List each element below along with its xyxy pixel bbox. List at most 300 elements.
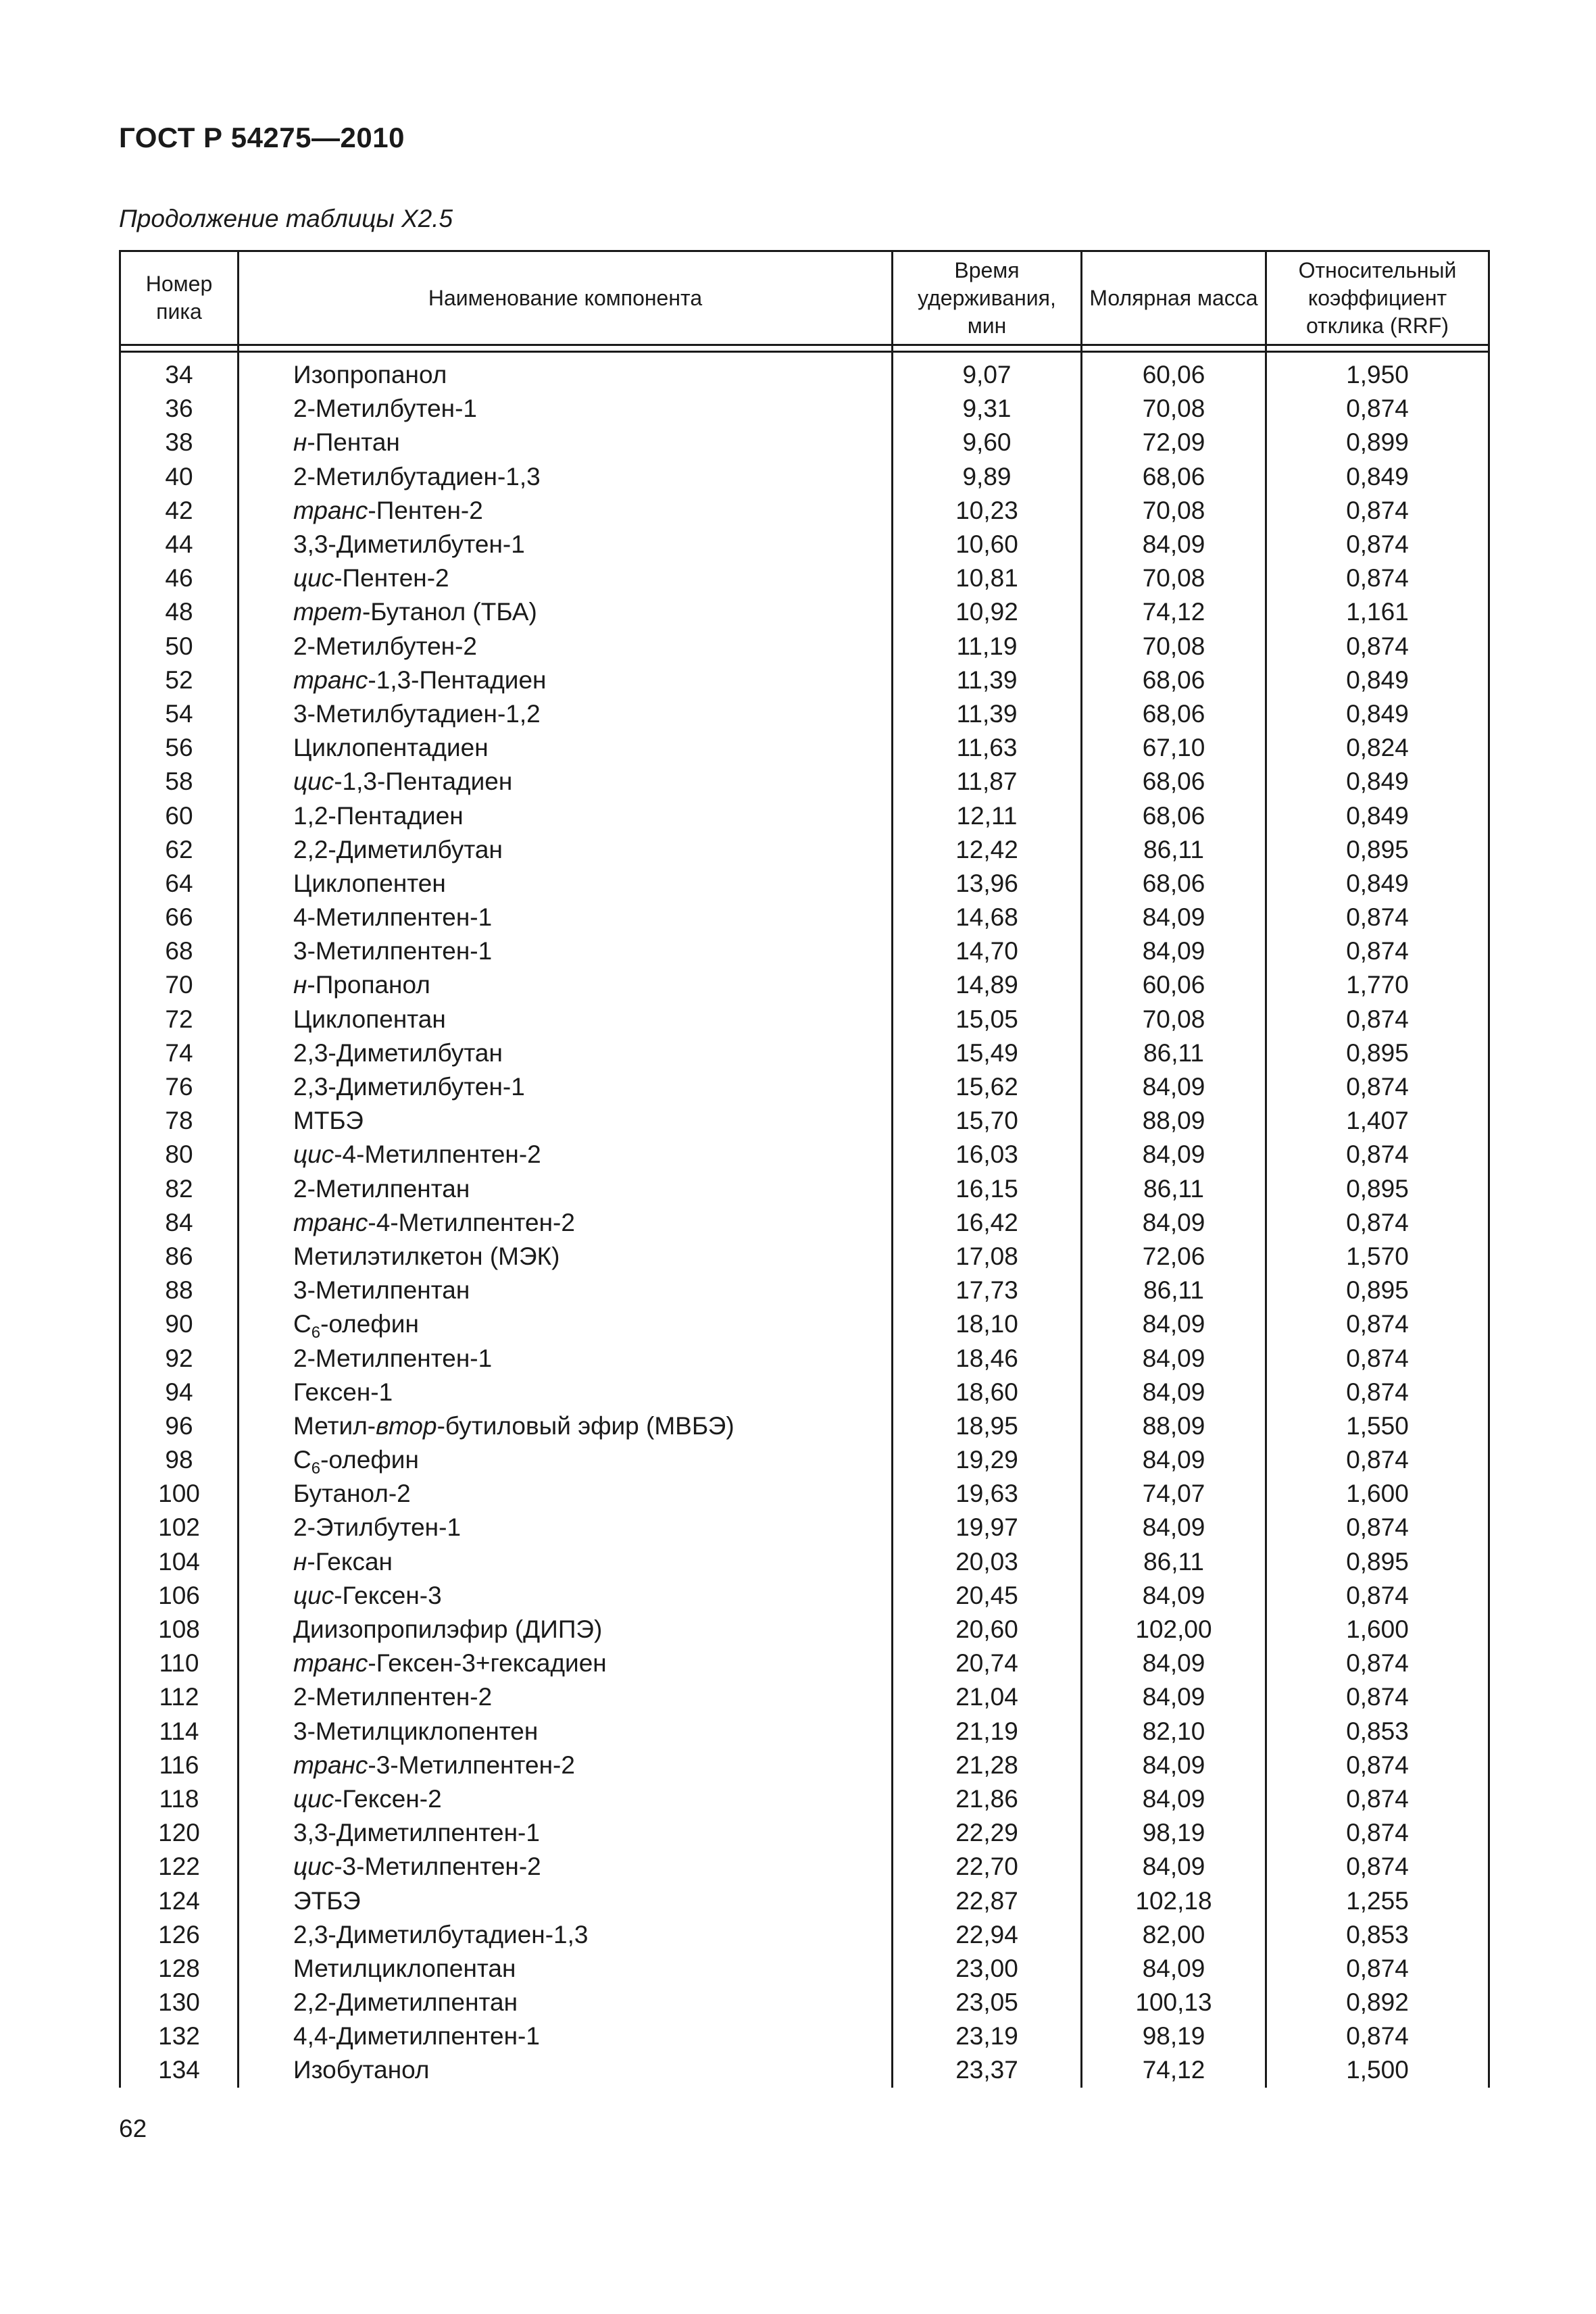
cell-retention-time: 13,96 [893,867,1082,901]
cell-rrf: 0,849 [1266,867,1489,901]
cell-rrf: 1,950 [1266,352,1489,393]
cell-rrf: 0,849 [1266,799,1489,832]
cell-rrf: 0,874 [1266,934,1489,968]
cell-retention-time: 14,70 [893,934,1082,968]
cell-retention-time: 18,46 [893,1341,1082,1375]
component-name-part: 2-Метилпентен-1 [293,1344,493,1372]
cell-retention-time: 22,94 [893,1918,1082,1952]
cell-component-name [239,494,893,528]
cell-peak-number: 34 [120,352,239,393]
cell-rrf: 1,407 [1266,1104,1489,1138]
component-name-part: втор [376,1411,437,1440]
cell-retention-time: 19,97 [893,1511,1082,1544]
table-row [120,1206,1489,1240]
cell-peak-number: 84 [120,1206,239,1240]
column-header-molar-mass: Молярная масса [1082,251,1266,345]
component-name-part: -Пентен-2 [368,496,483,524]
cell-rrf: 0,874 [1266,561,1489,595]
cell-molar-mass: 84,09 [1082,1376,1266,1409]
cell-rrf: 0,874 [1266,1680,1489,1714]
cell-component-name [239,1036,893,1070]
cell-rrf: 0,874 [1266,528,1489,561]
cell-component-name [239,1409,893,1443]
cell-retention-time: 21,86 [893,1782,1082,1816]
table-caption: Продолжение таблицы Х2.5 [119,205,453,232]
component-name-part: -олефин [320,1446,419,1474]
cell-peak-number: 64 [120,867,239,901]
cell-peak-number: 120 [120,1816,239,1850]
cell-component-name [239,1579,893,1613]
cell-rrf: 1,600 [1266,1613,1489,1646]
cell-peak-number: 70 [120,968,239,1002]
cell-rrf: 0,899 [1266,426,1489,459]
component-name-part: 3,3-Диметилпентен-1 [293,1819,540,1847]
cell-peak-number: 72 [120,1003,239,1036]
cell-molar-mass: 74,12 [1082,2053,1266,2087]
cell-component-name [239,1172,893,1206]
cell-retention-time: 19,29 [893,1443,1082,1477]
table-row [120,663,1489,697]
table-row [120,1511,1489,1544]
cell-rrf: 0,849 [1266,460,1489,494]
cell-molar-mass: 84,09 [1082,1511,1266,1544]
cell-molar-mass: 72,06 [1082,1240,1266,1274]
table-row [120,968,1489,1002]
table-row [120,2019,1489,2053]
cell-peak-number: 82 [120,1172,239,1206]
cell-molar-mass: 60,06 [1082,352,1266,393]
cell-retention-time: 21,28 [893,1749,1082,1782]
cell-peak-number: 76 [120,1070,239,1104]
cell-peak-number: 80 [120,1138,239,1172]
component-name-part: 6 [311,1459,321,1478]
cell-peak-number: 126 [120,1918,239,1952]
component-name-part: 3,3-Диметилбутен-1 [293,530,525,559]
cell-peak-number: 78 [120,1104,239,1138]
cell-peak-number: 88 [120,1274,239,1307]
cell-rrf: 1,550 [1266,1409,1489,1443]
component-name-part: цис [293,1581,334,1609]
cell-retention-time: 12,11 [893,799,1082,832]
cell-component-name [239,1511,893,1544]
cell-peak-number: 60 [120,799,239,832]
cell-peak-number: 38 [120,426,239,459]
cell-retention-time: 14,89 [893,968,1082,1002]
component-name-part: -Бутанол (ТБА) [361,598,537,626]
cell-rrf: 1,600 [1266,1477,1489,1511]
cell-rrf: 0,874 [1266,1952,1489,1986]
cell-retention-time: 11,39 [893,697,1082,731]
cell-molar-mass: 88,09 [1082,1104,1266,1138]
table-row [120,1138,1489,1172]
cell-peak-number: 94 [120,1376,239,1409]
table-row [120,1376,1489,1409]
cell-peak-number: 108 [120,1613,239,1646]
cell-retention-time: 17,73 [893,1274,1082,1307]
component-name-part: МТБЭ [293,1107,364,1135]
cell-molar-mass: 84,09 [1082,934,1266,968]
cell-molar-mass: 86,11 [1082,1172,1266,1206]
cell-component-name [239,1884,893,1917]
cell-molar-mass: 68,06 [1082,799,1266,832]
cell-component-name [239,1376,893,1409]
component-name-part: 1,2-Пентадиен [293,801,464,830]
cell-retention-time: 22,87 [893,1884,1082,1917]
cell-molar-mass: 84,09 [1082,1138,1266,1172]
cell-rrf: 0,895 [1266,1036,1489,1070]
cell-retention-time: 20,60 [893,1613,1082,1646]
cell-retention-time: 10,23 [893,494,1082,528]
table-row [120,1884,1489,1917]
cell-molar-mass: 68,06 [1082,697,1266,731]
table-row [120,561,1489,595]
cell-rrf: 0,874 [1266,1579,1489,1613]
component-name-part: 4,4-Диметилпентен-1 [293,2022,540,2051]
component-name-part: цис [293,1784,334,1813]
cell-molar-mass: 84,09 [1082,1680,1266,1714]
cell-retention-time: 10,92 [893,595,1082,629]
cell-component-name [239,1850,893,1884]
cell-peak-number: 112 [120,1680,239,1714]
component-name-part: 2-Метилпентан [293,1174,470,1203]
component-name-part: С [293,1446,311,1474]
component-name-part: -Гексен-3+гексадиен [368,1649,607,1678]
column-header-peak-number: Номер пика [120,251,239,345]
cell-rrf: 0,895 [1266,833,1489,867]
cell-component-name [239,1443,893,1477]
cell-retention-time: 23,05 [893,1986,1082,2019]
cell-molar-mass: 86,11 [1082,1036,1266,1070]
cell-peak-number: 106 [120,1579,239,1613]
cell-peak-number: 132 [120,2019,239,2053]
table-row [120,1307,1489,1341]
cell-retention-time: 11,39 [893,663,1082,697]
cell-peak-number: 110 [120,1646,239,1680]
cell-retention-time: 15,49 [893,1036,1082,1070]
component-name-part: -1,3-Пентадиен [334,768,513,796]
cell-rrf: 0,874 [1266,901,1489,934]
cell-peak-number: 62 [120,833,239,867]
table-row [120,1715,1489,1749]
cell-retention-time: 18,10 [893,1307,1082,1341]
cell-rrf: 0,874 [1266,1341,1489,1375]
cell-rrf: 0,849 [1266,765,1489,799]
cell-peak-number: 130 [120,1986,239,2019]
cell-rrf: 0,874 [1266,1749,1489,1782]
cell-retention-time: 9,89 [893,460,1082,494]
cell-molar-mass: 68,06 [1082,663,1266,697]
table-row [120,352,1489,393]
cell-component-name [239,1477,893,1511]
cell-peak-number: 54 [120,697,239,731]
cell-peak-number: 52 [120,663,239,697]
cell-retention-time: 16,03 [893,1138,1082,1172]
cell-rrf: 1,161 [1266,595,1489,629]
component-name-part: -4-Метилпентен-2 [368,1208,575,1236]
cell-molar-mass: 86,11 [1082,833,1266,867]
cell-rrf: 0,874 [1266,1816,1489,1850]
component-name-part: 2-Метилбутен-2 [293,632,478,660]
cell-peak-number: 116 [120,1749,239,1782]
cell-component-name [239,426,893,459]
component-name-part: 2,3-Диметилбутен-1 [293,1073,525,1101]
cell-component-name [239,561,893,595]
table-row [120,630,1489,663]
cell-molar-mass: 98,19 [1082,2019,1266,2053]
cell-molar-mass: 84,09 [1082,1749,1266,1782]
cell-retention-time: 15,70 [893,1104,1082,1138]
cell-peak-number: 48 [120,595,239,629]
table-row [120,765,1489,799]
cell-molar-mass: 72,09 [1082,426,1266,459]
cell-component-name [239,1918,893,1952]
component-name-part: цис [293,768,334,796]
page-number: 62 [119,2115,147,2142]
table-header [120,251,1489,345]
table-row [120,1749,1489,1782]
component-name-part: цис [293,1140,334,1169]
cell-molar-mass: 98,19 [1082,1816,1266,1850]
cell-retention-time: 21,19 [893,1715,1082,1749]
table-row [120,1341,1489,1375]
table-row [120,1986,1489,2019]
cell-retention-time: 10,81 [893,561,1082,595]
cell-molar-mass: 84,09 [1082,1070,1266,1104]
component-name-part: транс [293,496,368,524]
component-name-part: 6 [311,1324,321,1342]
cell-molar-mass: 68,06 [1082,867,1266,901]
table-row [120,1104,1489,1138]
component-name-part: Изопропанол [293,361,447,389]
cell-retention-time: 18,60 [893,1376,1082,1409]
component-name-part: трет [293,598,362,626]
table-row [120,833,1489,867]
cell-component-name [239,1613,893,1646]
cell-retention-time: 11,19 [893,630,1082,663]
cell-molar-mass: 102,00 [1082,1613,1266,1646]
cell-component-name [239,1274,893,1307]
component-name-part: Метил- [293,1411,376,1440]
cell-peak-number: 58 [120,765,239,799]
cell-retention-time: 9,31 [893,392,1082,426]
table-row [120,1646,1489,1680]
column-header-rrf: Относительный коэффициент отклика (RRF) [1266,251,1489,345]
cell-retention-time: 11,87 [893,765,1082,799]
cell-component-name [239,1646,893,1680]
data-table [119,250,1490,2088]
cell-molar-mass: 68,06 [1082,460,1266,494]
component-name-part: -Гексан [307,1547,393,1576]
cell-peak-number: 66 [120,901,239,934]
component-name-part: 2,3-Диметилбутан [293,1038,503,1067]
cell-rrf: 1,255 [1266,1884,1489,1917]
cell-rrf: 0,849 [1266,697,1489,731]
cell-peak-number: 96 [120,1409,239,1443]
cell-peak-number: 44 [120,528,239,561]
component-name-part: -Пентен-2 [334,564,449,593]
cell-component-name [239,1782,893,1816]
cell-component-name [239,2019,893,2053]
table-row [120,1952,1489,1986]
cell-retention-time: 17,08 [893,1240,1082,1274]
cell-retention-time: 20,03 [893,1545,1082,1579]
table-row [120,1816,1489,1850]
cell-retention-time: 22,70 [893,1850,1082,1884]
table-row [120,1918,1489,1952]
cell-rrf: 0,874 [1266,1646,1489,1680]
table-row [120,1613,1489,1646]
cell-component-name [239,1715,893,1749]
cell-peak-number: 104 [120,1545,239,1579]
component-name-part: 2-Метилбутадиен-1,3 [293,462,541,491]
table-row [120,1003,1489,1036]
cell-peak-number: 114 [120,1715,239,1749]
cell-retention-time: 20,74 [893,1646,1082,1680]
table-row [120,1443,1489,1477]
cell-rrf: 0,874 [1266,494,1489,528]
component-name-part: н [293,971,307,999]
cell-component-name [239,1206,893,1240]
cell-retention-time: 9,07 [893,352,1082,393]
cell-peak-number: 42 [120,494,239,528]
table-row [120,1545,1489,1579]
component-name-part: ЭТБЭ [293,1886,361,1915]
cell-component-name [239,799,893,832]
cell-rrf: 0,874 [1266,1850,1489,1884]
cell-retention-time: 9,60 [893,426,1082,459]
cell-rrf: 0,895 [1266,1274,1489,1307]
cell-peak-number: 118 [120,1782,239,1816]
table-row [120,934,1489,968]
cell-molar-mass: 84,09 [1082,1646,1266,1680]
component-name-part: Изобутанол [293,2056,430,2084]
cell-component-name [239,1816,893,1850]
component-name-part: 3-Метилпентен-1 [293,937,493,965]
component-name-part: -Пентан [307,428,400,457]
cell-peak-number: 36 [120,392,239,426]
cell-molar-mass: 88,09 [1082,1409,1266,1443]
table-row [120,494,1489,528]
cell-molar-mass: 70,08 [1082,494,1266,528]
component-name-part: 3-Метилциклопентен [293,1717,539,1745]
cell-component-name [239,630,893,663]
component-name-part: транс [293,1649,368,1678]
table-row [120,426,1489,459]
cell-retention-time: 15,62 [893,1070,1082,1104]
cell-molar-mass: 74,12 [1082,595,1266,629]
cell-component-name [239,833,893,867]
cell-rrf: 0,874 [1266,1070,1489,1104]
cell-retention-time: 16,15 [893,1172,1082,1206]
cell-retention-time: 12,42 [893,833,1082,867]
cell-peak-number: 100 [120,1477,239,1511]
cell-retention-time: 20,45 [893,1579,1082,1613]
table-row [120,1240,1489,1274]
table-row [120,1782,1489,1816]
cell-component-name [239,1240,893,1274]
cell-rrf: 0,874 [1266,392,1489,426]
cell-component-name [239,1952,893,1986]
cell-component-name [239,663,893,697]
cell-molar-mass: 84,09 [1082,901,1266,934]
cell-rrf: 0,895 [1266,1172,1489,1206]
cell-molar-mass: 86,11 [1082,1274,1266,1307]
component-name-part: транс [293,1751,368,1779]
component-name-part: Диизопропилэфир (ДИПЭ) [293,1615,603,1644]
component-name-part: 2,2-Диметилбутан [293,835,503,863]
component-name-part: Бутанол-2 [293,1480,411,1508]
cell-retention-time: 23,00 [893,1952,1082,1986]
component-name-part: -3-Метилпентен-2 [368,1751,575,1779]
cell-retention-time: 16,42 [893,1206,1082,1240]
cell-component-name [239,1680,893,1714]
cell-peak-number: 92 [120,1341,239,1375]
cell-molar-mass: 70,08 [1082,392,1266,426]
cell-peak-number: 74 [120,1036,239,1070]
cell-rrf: 0,874 [1266,630,1489,663]
table-row [120,2053,1489,2087]
cell-molar-mass: 67,10 [1082,731,1266,765]
component-name-part: н [293,428,307,457]
component-name-part: 3-Метилбутадиен-1,2 [293,699,541,728]
cell-component-name [239,1749,893,1782]
cell-molar-mass: 84,09 [1082,528,1266,561]
component-name-part: н [293,1547,307,1576]
cell-component-name [239,460,893,494]
table-row [120,731,1489,765]
cell-rrf: 0,874 [1266,1376,1489,1409]
table-row [120,1850,1489,1884]
cell-component-name [239,595,893,629]
cell-molar-mass: 70,08 [1082,630,1266,663]
table-container [119,250,1488,2088]
component-name-part: цис [293,564,334,593]
table-row [120,697,1489,731]
component-name-part: Гексен-1 [293,1378,393,1406]
cell-rrf: 0,874 [1266,1511,1489,1544]
cell-retention-time: 23,37 [893,2053,1082,2087]
cell-component-name [239,867,893,901]
cell-peak-number: 40 [120,460,239,494]
cell-rrf: 0,874 [1266,2019,1489,2053]
cell-molar-mass: 84,09 [1082,1443,1266,1477]
cell-molar-mass: 74,07 [1082,1477,1266,1511]
component-name-part: -Гексен-3 [334,1581,442,1609]
cell-retention-time: 22,29 [893,1816,1082,1850]
component-name-part: Циклопентан [293,1005,446,1033]
cell-molar-mass: 82,10 [1082,1715,1266,1749]
component-name-part: Метилэтилкетон (МЭК) [293,1242,560,1270]
cell-rrf: 0,874 [1266,1782,1489,1816]
cell-peak-number: 46 [120,561,239,595]
cell-component-name [239,1341,893,1375]
component-name-part: 2-Этилбутен-1 [293,1513,462,1542]
cell-peak-number: 128 [120,1952,239,1986]
component-name-part: 4-Метилпентен-1 [293,903,493,932]
cell-retention-time: 21,04 [893,1680,1082,1714]
component-name-part: 3-Метилпентан [293,1276,470,1305]
cell-molar-mass: 84,09 [1082,1341,1266,1375]
cell-peak-number: 102 [120,1511,239,1544]
cell-retention-time: 11,63 [893,731,1082,765]
column-header-retention-time: Время удерживания, мин [893,251,1082,345]
cell-component-name [239,352,893,393]
cell-retention-time: 19,63 [893,1477,1082,1511]
component-name-part: -Пропанол [307,971,430,999]
component-name-part: 2,3-Диметилбутадиен-1,3 [293,1920,589,1948]
component-name-part: Метилциклопентан [293,1954,516,1982]
cell-component-name [239,1138,893,1172]
